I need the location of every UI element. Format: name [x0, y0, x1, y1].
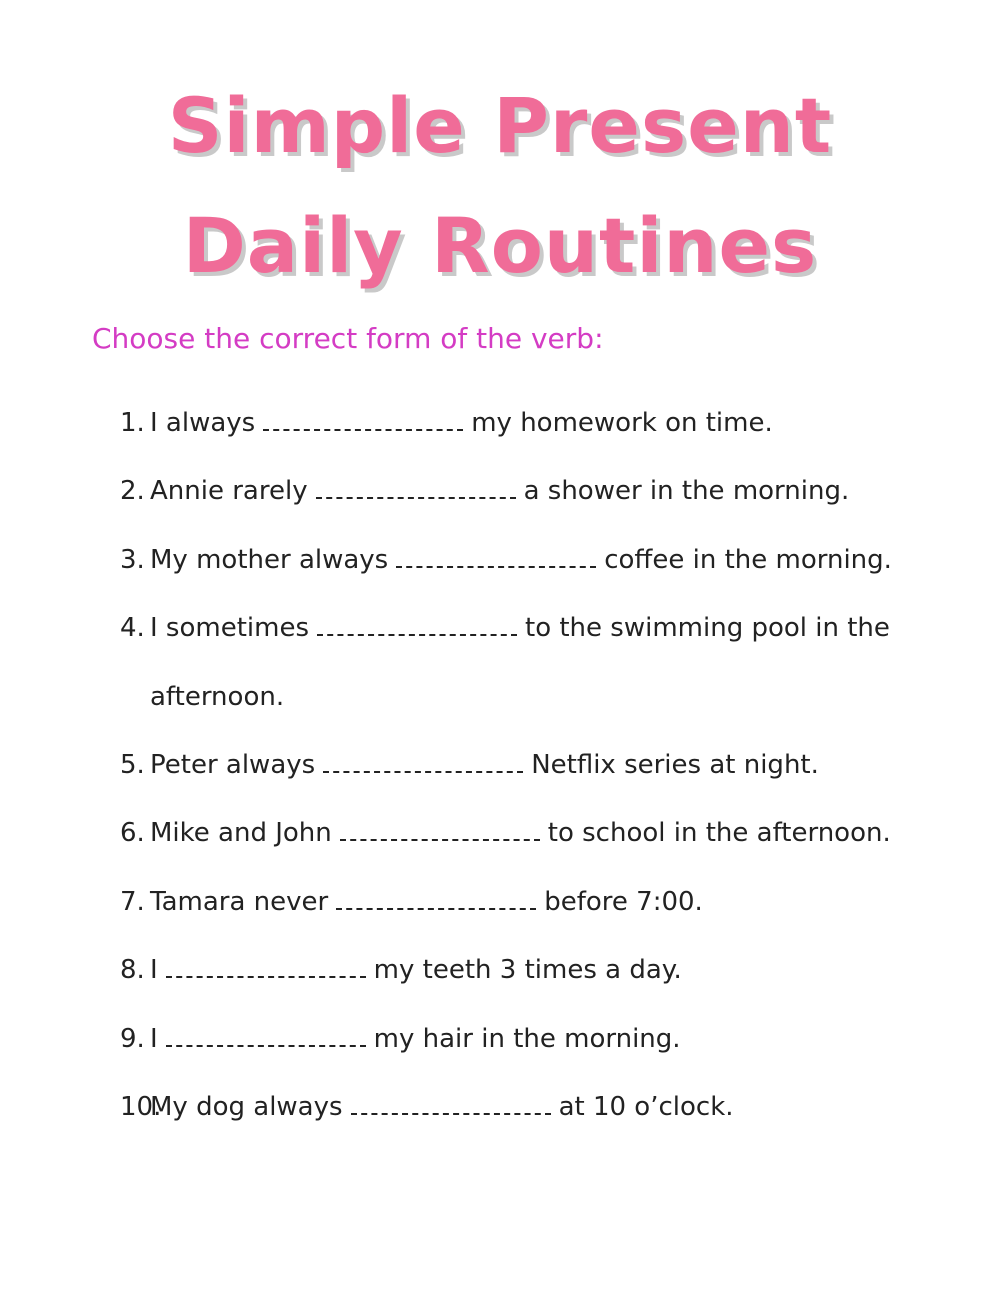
- item-number: 10.: [120, 1092, 162, 1122]
- exercise-item-7: [120, 887, 940, 918]
- exercise-item-1: [120, 408, 940, 439]
- answer-blank[interactable]: [166, 962, 366, 978]
- answer-blank[interactable]: [396, 552, 596, 568]
- exercise-item-4: [120, 613, 940, 644]
- item-text-after: my hair in the morning.: [373, 1024, 681, 1054]
- answer-blank[interactable]: [317, 620, 517, 636]
- item-text-after: my homework on time.: [471, 408, 773, 438]
- instruction: Choose the correct form of the verb:: [92, 322, 604, 355]
- exercise-item-6: [120, 818, 940, 849]
- answer-blank[interactable]: [336, 894, 536, 910]
- item-number: 9.: [120, 1024, 145, 1054]
- item-text-after: to the swimming pool in the: [525, 613, 890, 643]
- item-text-before: I always: [150, 408, 256, 438]
- item-text-after: Netflix series at night.: [531, 750, 819, 780]
- item-text-after: at 10 o’clock.: [558, 1092, 734, 1122]
- item-number: 1.: [120, 408, 145, 438]
- item-text-before: My mother always: [150, 545, 389, 575]
- item-number: 2.: [120, 476, 145, 506]
- item-number: 8.: [120, 955, 145, 985]
- item-text-before: Mike and John: [150, 818, 332, 848]
- item-text-before: I: [150, 955, 158, 985]
- item-text-before: I: [150, 1024, 158, 1054]
- answer-blank[interactable]: [263, 415, 463, 431]
- item-number: 4.: [120, 613, 145, 643]
- exercise-item-4-continuation: afternoon.: [150, 682, 285, 712]
- title-line-1: Simple Present: [167, 81, 833, 170]
- answer-blank[interactable]: [351, 1099, 551, 1115]
- item-text-before: Tamara never: [150, 887, 329, 917]
- answer-blank[interactable]: [323, 757, 523, 773]
- item-text-after: before 7:00.: [544, 887, 703, 917]
- answer-blank[interactable]: [340, 825, 540, 841]
- item-text-before: Peter always: [150, 750, 316, 780]
- item-text-before: My dog always: [150, 1092, 343, 1122]
- item-text-after: coffee in the morning.: [604, 545, 892, 575]
- exercise-item-10: [120, 1092, 940, 1123]
- item-number: 6.: [120, 818, 145, 848]
- exercise-item-5: [120, 750, 940, 781]
- item-number: 5.: [120, 750, 145, 780]
- item-number: 3.: [120, 545, 145, 575]
- item-text-after: a shower in the morning.: [523, 476, 850, 506]
- item-text-after: to school in the afternoon.: [547, 818, 891, 848]
- answer-blank[interactable]: [316, 483, 516, 499]
- title-line-2: Daily Routines: [182, 201, 818, 290]
- item-text-before: Annie rarely: [150, 476, 308, 506]
- item-text-before: I sometimes: [150, 613, 309, 643]
- item-text-after: my teeth 3 times a day.: [373, 955, 682, 985]
- exercise-item-8: [120, 955, 940, 986]
- exercise-item-9: [120, 1024, 940, 1055]
- exercise-item-2: [120, 476, 940, 507]
- item-number: 7.: [120, 887, 145, 917]
- exercise-item-3: [120, 545, 940, 576]
- answer-blank[interactable]: [166, 1031, 366, 1047]
